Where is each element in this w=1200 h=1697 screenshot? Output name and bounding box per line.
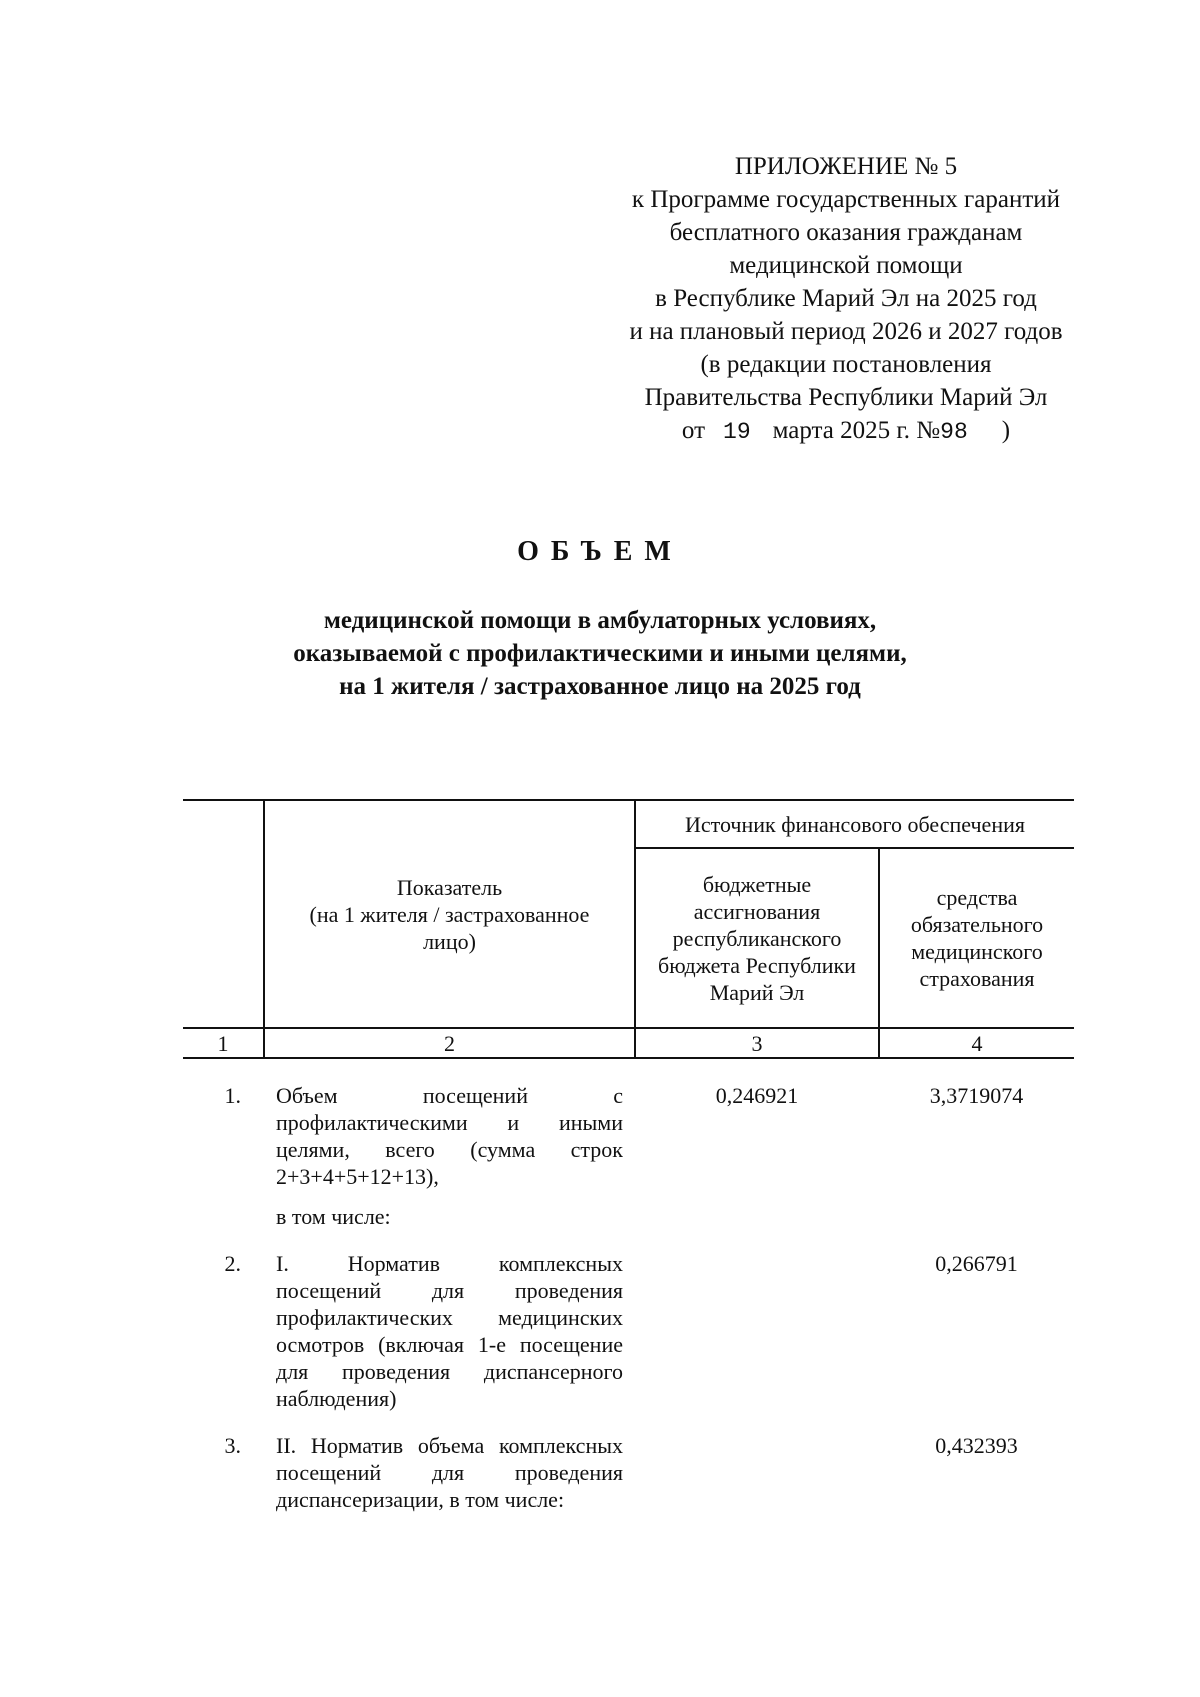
row-oms-value: 0,266791	[935, 1251, 1018, 1276]
appendix-line: (в редакции постановления	[700, 351, 992, 378]
appendix-line: к Программе государственных гарантий	[631, 186, 1061, 213]
row-description	[264, 1058, 635, 1230]
column-number: 4	[879, 1028, 1074, 1058]
appendix-header	[586, 150, 1106, 449]
row-budget-value	[635, 1230, 879, 1412]
row-description-text: Объем посещений с профилактическими и иными целями, всего (сумма строк 2+3+4+5+12+13),	[276, 1083, 623, 1189]
date-day: 19	[723, 419, 751, 445]
document-title: ОБЪЕМ	[517, 536, 683, 567]
table-row	[183, 1412, 1074, 1513]
appendix-line: медицинской помощи	[729, 252, 963, 279]
subtitle-line: оказываемой с профилактическими и иными целями,	[293, 640, 907, 667]
resolution-number: 98	[940, 419, 968, 445]
column-number: 1	[183, 1028, 264, 1058]
row-index: 2.	[224, 1251, 241, 1276]
header-funding-source: Источник финансового обеспечения	[635, 800, 1074, 848]
indicator-sublabel: лицо)	[423, 928, 476, 954]
date-rest: марта 2025 г. №	[772, 417, 941, 444]
column-number: 2	[264, 1028, 635, 1058]
row-index: 3.	[224, 1433, 241, 1458]
table-row	[183, 1058, 1074, 1230]
date-close: )	[1001, 417, 1011, 444]
volume-table	[183, 799, 1074, 1513]
subtitle-line: на 1 жителя / застрахованное лицо на 2025 год	[339, 673, 861, 700]
document-subtitle	[200, 604, 1000, 703]
header-budget	[635, 848, 879, 1028]
appendix-line: бесплатного оказания гражданам	[669, 219, 1023, 246]
header-indicator	[264, 800, 635, 1028]
row-budget-value: 0,246921	[715, 1083, 799, 1108]
appendix-line: и на плановый период 2026 и 2027 годов	[629, 318, 1063, 345]
subtitle-line: медицинской помощи в амбулаторных условиях,	[323, 607, 877, 634]
appendix-line: Правительства Республики Марий Эл	[644, 384, 1048, 411]
row-description: I. Норматив комплексных посещений для проведения профилактических медицинских осмотров (включая 1-е посещение для проведения диспансерного наблюдения)	[276, 1251, 623, 1411]
table-row	[183, 1230, 1074, 1412]
header-oms	[879, 848, 1074, 1028]
date-prefix: от	[681, 417, 706, 444]
row-budget-value	[635, 1412, 879, 1513]
header-index-cell	[183, 800, 264, 1028]
appendix-number: ПРИЛОЖЕНИЕ № 5	[734, 153, 958, 180]
row-index: 1.	[224, 1083, 241, 1108]
header-oms-label: средства обязательного медицинского страхования	[910, 885, 1044, 991]
indicator-label: Показатель	[396, 874, 503, 900]
resolution-date-line	[586, 414, 1106, 449]
column-number: 3	[635, 1028, 879, 1058]
row-description: II. Норматив объема комплексных посещений для проведения диспансеризации, в том числе:	[276, 1433, 623, 1512]
header-budget-label: бюджетные ассигнования республиканского бюджета Республики Марий Эл	[658, 871, 856, 1005]
appendix-line: в Республике Марий Эл на 2025 год	[655, 285, 1037, 312]
indicator-sublabel: (на 1 жителя / застрахованное	[309, 901, 590, 927]
row-oms-value: 3,3719074	[929, 1083, 1024, 1108]
row-oms-value: 0,432393	[935, 1433, 1018, 1458]
row-description-tail: в том числе:	[276, 1204, 391, 1229]
